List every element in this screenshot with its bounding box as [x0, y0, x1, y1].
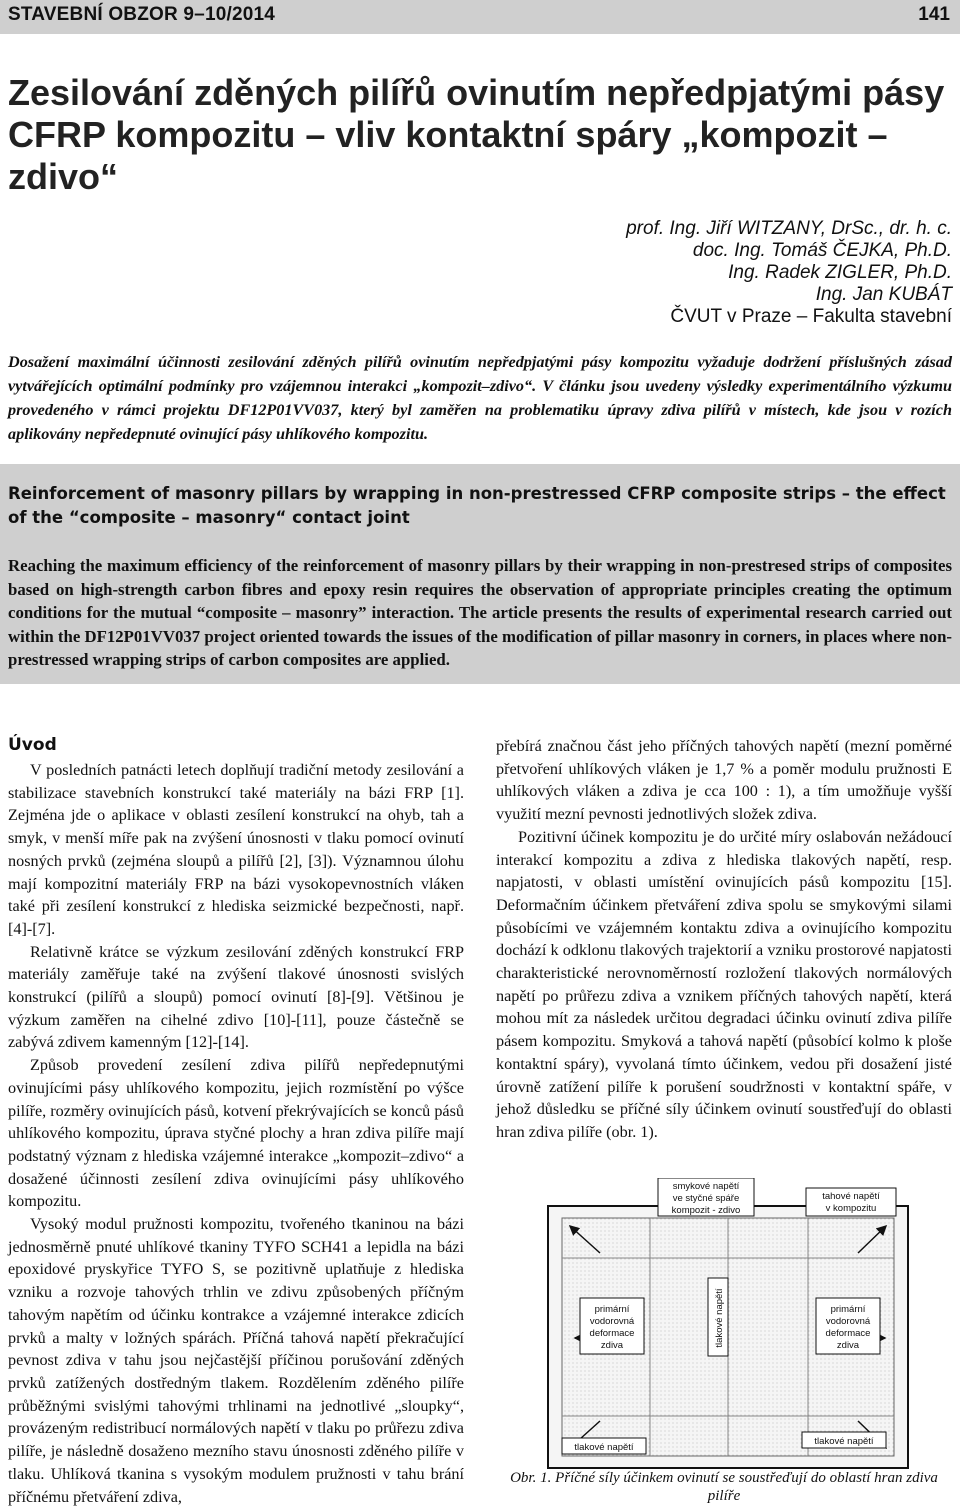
label-compressive-bottom-right: tlakové napětí — [814, 1436, 874, 1447]
label-primary-right-1: primární — [830, 1304, 866, 1315]
caption-text: Příčné síly účinkem ovinutí se soustřeďují do oblastí hran zdiva pilíře — [555, 1470, 938, 1504]
abstract-english: Reaching the maximum efficiency of the reinforcement of masonry pillars by their wrapping in non-prestresed strips of composites based on high-strength carbon fibres and epoxy resin requires the observation of appropriate principles creating the optimum conditions for the mutual “composite – masonry” interaction. The article presents the results of experimental research carried out within the DF12P01VV037 project oriented towards the issues of the modification of pillar masonry in corners, in places where non-prestressed wrapping strips of carbon composites are applied. — [8, 556, 952, 669]
paragraph: přebírá značnou část jeho příčných tahových napětí (mezní poměrné přetvoření uhlíkových vláken je 1,7 % a poměr modulu pružnosti E uhlíkových vláken a zdiva je cca 100 : 1), a tím umožňuje vyšší využití mezní pevnosti jednotlivých složek zdiva. — [496, 737, 952, 824]
author-3: Ing. Radek ZIGLER, Ph.D. — [728, 262, 952, 283]
author-1: prof. Ing. Jiří WITZANY, DrSc., dr. h. c. — [626, 218, 952, 239]
figure-1 — [540, 1178, 930, 1478]
label-primary-right-3: deformace — [825, 1328, 871, 1339]
label-tensile-2: v kompozitu — [825, 1203, 877, 1214]
author-4: Ing. Jan KUBÁT — [815, 284, 952, 305]
label-primary-left-2: vodorovná — [589, 1316, 635, 1327]
author-2: doc. Ing. Tomáš ČEJKA, Ph.D. — [692, 240, 952, 261]
label-shear-2: ve styčné spáře — [672, 1193, 740, 1204]
section-heading-intro: Úvod — [8, 735, 57, 755]
label-primary-left-4: zdiva — [600, 1340, 624, 1351]
figure-caption — [496, 1469, 952, 1505]
article-title: Zesilování zděných pilířů ovinutím nepředpjatými pásy CFRP kompozitu – vliv kontaktní spáry „kompozit – zdivo“ — [8, 72, 945, 197]
label-compressive-bottom-left: tlakové napětí — [574, 1442, 634, 1453]
label-shear-1: smykové napětí — [672, 1181, 740, 1192]
paragraph: Relativně krátce se výzkum zesilování zděných konstrukcí FRP materiály zaměřuje také na zvýšení tlakové únosnosti svislých konstrukcí (pilířů a sloupů) pomocí ovinutí [8]-[9]. Většinou je výzkum zaměřen na cihelné zdivo [10]-[11], pouze částečně se zabývá zdivem kamenným [12]-[14]. — [8, 942, 464, 1052]
paragraph: Vysoký modul pružnosti kompozitu, tvořeného tkaninou na bázi jednosměrně pnuté uhlíkové tkaniny TYFO SCH41 a lepidla na bázi epoxidové pryskyřice TYFO S, se pozitivně uplatňuje z hlediska vzniku a rozvoje tahových trhlin ve zdivu způsobených příčným tahovým napětím od účinku kontrakce a vzájemné interakce zdicích prvků a malty v ložných spárách. Příčná tahová napětí překračující pevnost zdiva v tahu jsou nejčastější příčinou porušování zděných prvků zatížených dostředným tlakem. Rozdělením zděného pilíře průběžnými svislými tahovými trhlinami na jednotlivé „sloupky“, provázeným redistribucí normálových napětí v tlaku po průřezu zdiva pilíře, je následně dosaženo mezního stavu únosnosti zděného pilíře v tlaku. Uhlíková tkanina s vysokým modulem pružnosti v tahu brání příčnému přetváření zdiva, — [8, 1215, 464, 1506]
paragraph: Pozitivní účinek kompozitu je do určité míry oslabován nežádoucí interakcí kompozitu a zdiva z hlediska tlakových napětí, resp. napjatosti, v oblasti umístění ovinujících pásů kompozitu [15]. Deformačním účinkem přetváření zdiva spolu se smykovými silami působícími ve vzájemném kontaktu zdiva a ovinujícího kompozitu dochází k odklonu tlakových trajektorií a vzniku prostorové napjatosti charakteristické nerovnoměrností rozložení tlakových normálových napětí po průřezu zdiva a vznikem příčných tahových napětí, která mohou mít za následek určitou degradaci účinku ovinutí zdiva pilíře pásem kompozitu. Smyková a tahová napětí (působící kolmo k ploše kontaktní spáry), vyvolaná tímto účinkem, vedou při dosažení jisté úrovně zatížení pilíře k porušení soudržnosti v kontaktní spáře, v jehož důsledku se příčné síly účinkem ovinutí soustřeďují do oblasti hran zdiva pilíře (obr. 1). — [496, 827, 952, 1141]
paragraph: V posledních patnácti letech doplňují tradiční metody zesilování a stabilizace stavebních konstrukcí také materiály na bázi FRP [1]. Zejména jde o aplikace v oblasti zesílení konstrukcí na ohyb, tah a smyk, v menší míře pak na zvýšení únosnosti v tlaku pomocí ovinutí nosných prvků (zejména sloupů a pilířů [2], [3]). Významnou úlohu mají kompozitní materiály FRP na bázi vysokopevnostních vláken také při zesílení konstrukcí z hlediska seizmické bezpečnosti, např. [4]-[7]. — [8, 761, 464, 938]
author-block — [626, 218, 952, 328]
label-tensile-1: tahové napětí — [822, 1191, 880, 1202]
label-shear-3: kompozit - zdivo — [671, 1205, 741, 1216]
journal-header — [0, 0, 960, 34]
label-primary-right-4: zdiva — [836, 1340, 860, 1351]
institution: ČVUT v Praze – Fakulta stavební — [670, 306, 952, 327]
label-compressive-vertical: tlakové napětí — [714, 1288, 725, 1348]
journal-name: STAVEBNÍ OBZOR 9–10/2014 — [8, 4, 276, 25]
page-number: 141 — [918, 4, 950, 25]
label-primary-left-3: deformace — [589, 1328, 635, 1339]
paragraph: Způsob provedení zesílení zdiva pilířů nepředepnutými ovinujícími pásy uhlíkového kompozitu, jejich rozmístění po výšce pilíře, rozměry ovinujících pásů, kotvení překrývajících se konců pásů uhlíkového kompozitu, úprava styčné plochy a hran zdiva pilíře mají podstatný význam z hlediska vzájemné interakce „kompozit–zdivo“ a dosažené účinnosti zesílení zdiva ovinujícími pásy uhlíkového kompozitu. — [8, 1056, 464, 1211]
label-primary-left-1: primární — [594, 1304, 630, 1315]
english-title: Reinforcement of masonry pillars by wrapping in non-prestressed CFRP composite strips – the effect of the “composite – masonry“ contact joint — [8, 484, 946, 527]
label-primary-right-2: vodorovná — [825, 1316, 871, 1327]
caption-number: Obr. 1. — [510, 1470, 552, 1486]
body-column-right — [496, 735, 952, 1144]
body-column-left — [8, 733, 464, 1508]
pillar-cross-section-diagram — [540, 1178, 930, 1478]
abstract-czech: Dosažení maximální účinnosti zesilování zděných pilířů ovinutím nepředpjatými pásy kompozitu vyžaduje dodržení příslušných zásad vytvářejících optimální podmínky pro vzájemnou interakci „kompozit–zdivo“. V článku jsou uvedeny výsledky experimentálního výzkumu provedeného v rámci projektu DF12P01VV037, který byl zaměřen na problematiku úpravy zdiva pilířů v místech, kde jsou v rozích aplikovány nepředepnuté ovinující pásy uhlíkového kompozitu. — [8, 353, 952, 443]
